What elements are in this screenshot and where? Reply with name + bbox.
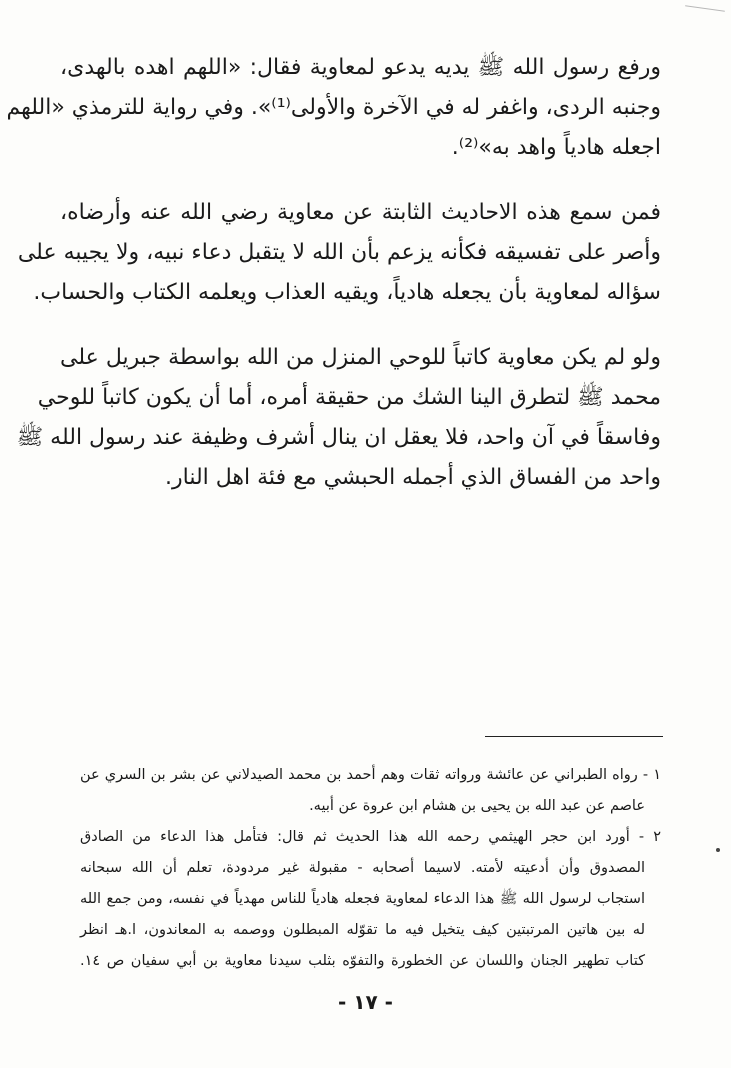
paragraph <box>6 48 661 168</box>
footnotes <box>80 760 661 977</box>
footnote-line: ١ - رواه الطبراني عن عائشة ورواته ثقات وهم أحمد بن محمد الصيدلاني عن بشر بن السري عن <box>80 767 661 783</box>
footnote-line: المصدوق وأن أدعيته لأمته. لاسيما أصحابه - مقبولة غير مردودة، تعلم أن الله سبحانه <box>80 860 645 876</box>
text-line: وأصر على تفسيقه فكأنه يزعم بأن الله لا يتقبل دعاء نبيه، ولا يجيبه على <box>17 240 661 265</box>
footnote-line: كتاب تطهير الجنان واللسان عن الخطورة والتفوّه بثلب سيدنا معاوية بن أبي سفيان ص ١٤. <box>80 953 645 969</box>
footnote-2 <box>80 822 661 977</box>
scan-speck <box>716 848 720 852</box>
text-line: محمد ﷺ لتطرق الينا الشك من حقيقة أمره، أما أن يكون كاتباً للوحي <box>37 385 661 410</box>
footnote-line: عاصم عن عبد الله بن يحيى بن هشام ابن عروة عن أبيه. <box>309 798 645 814</box>
paragraph <box>17 193 661 313</box>
text-line: وفاسقاً في آن واحد، فلا يعقل ان ينال أشرف وظيفة عند رسول الله ﷺ <box>16 425 661 450</box>
text-line: وجنبه الردى، واغفر له في الآخرة والأولى⁽¹⁾». وفي رواية للترمذي «اللهم <box>6 95 661 120</box>
text-line: واحد من الفساق الذي أجمله الحبشي مع فئة اهل النار. <box>165 465 661 490</box>
scan-corner-mark <box>685 5 725 12</box>
text-line: سؤاله لمعاوية بأن يجعله هادياً، ويقيه العذاب ويعلمه الكتاب والحساب. <box>33 280 661 305</box>
footnote-separator <box>485 736 663 737</box>
footnote-1 <box>80 760 661 822</box>
footnote-line: استجاب لرسول الله ﷺ هذا الدعاء لمعاوية فجعله هادياً للناس مهدياً في نفسه، ومن جمع الله <box>80 891 645 907</box>
paragraph <box>16 338 661 498</box>
footnote-line: ٢ - أورد ابن حجر الهيثمي رحمه الله هذا الحديث ثم قال: فتأمل هذا الدعاء من الصادق <box>80 829 661 845</box>
page-number: - ١٧ - <box>338 990 393 1014</box>
text-line: فمن سمع هذه الاحاديث الثابتة عن معاوية رضي الله عنه وأرضاه، <box>60 200 661 225</box>
text-line: ولو لم يكن معاوية كاتباً للوحي المنزل من الله بواسطة جبريل على <box>60 345 661 370</box>
footnote-line: له بين هاتين المرتبتين كيف يتخيل فيه ما تقوّله المبطلون ووصمه به المعاندون، ا.هـ انظر <box>80 922 645 938</box>
text-line: اجعله هادياً واهد به»⁽²⁾. <box>451 135 661 160</box>
text-line: ورفع رسول الله ﷺ يديه يدعو لمعاوية فقال: «اللهم اهده بالهدى، <box>60 55 661 80</box>
main-text <box>6 48 661 498</box>
